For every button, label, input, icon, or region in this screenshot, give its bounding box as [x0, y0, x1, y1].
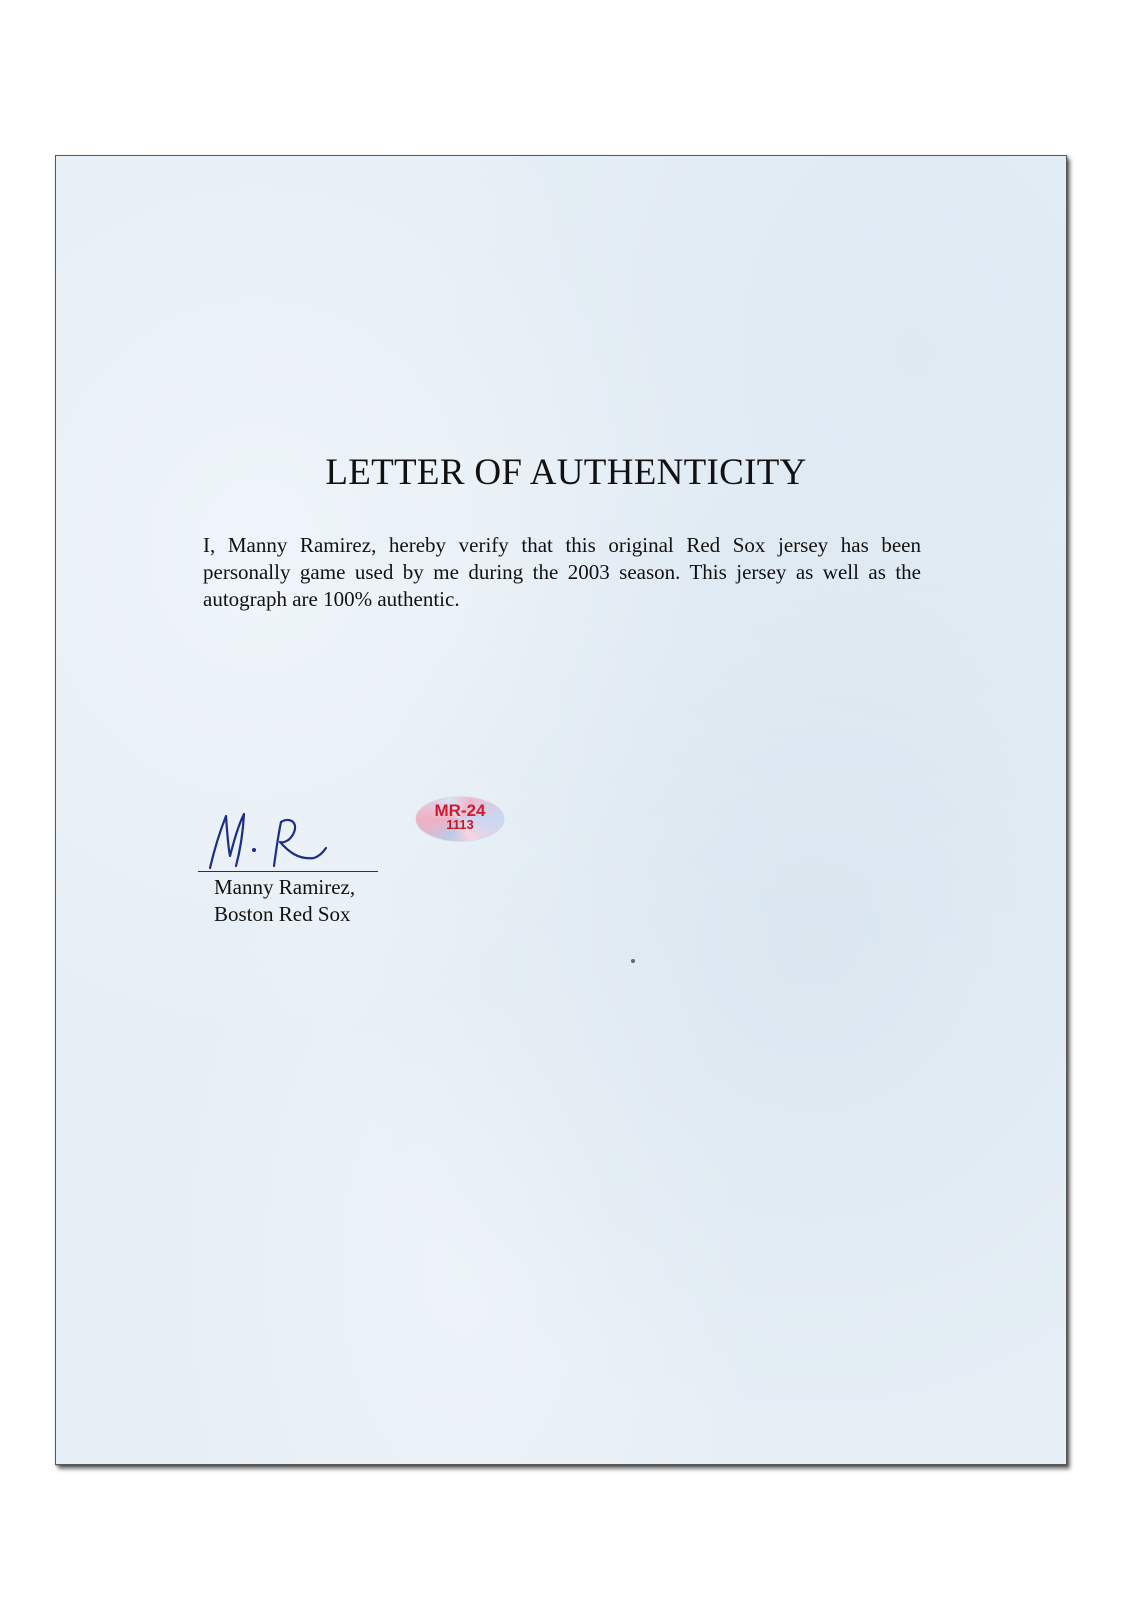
signature-image	[196, 796, 396, 876]
paper-speck	[631, 959, 635, 963]
signatory-team: Boston Red Sox	[214, 902, 351, 926]
signatory-name: Manny Ramirez,	[214, 875, 356, 899]
document-title: LETTER OF AUTHENTICITY	[325, 452, 807, 493]
letter-sheet	[55, 155, 1067, 1465]
hologram-number: 1113	[446, 817, 474, 832]
signature-line	[198, 871, 378, 872]
letter-body: I, Manny Ramirez, hereby verify that this original Red Sox jersey has been personally game used by me during the 2003 season. This jersey as well as the autograph are 100% authentic.	[203, 533, 921, 611]
hologram-code: MR-24	[434, 801, 486, 820]
hologram-sticker	[416, 797, 504, 841]
